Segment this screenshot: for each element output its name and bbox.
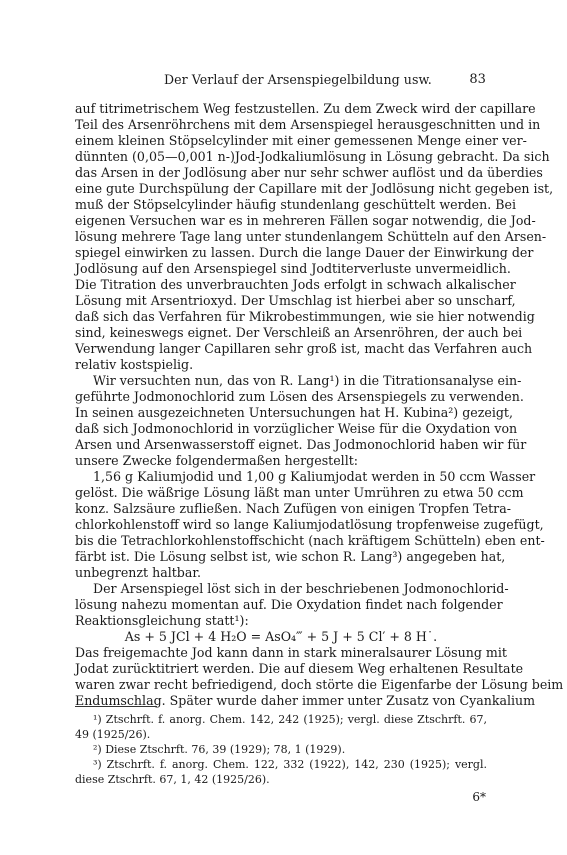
text-line: geführte Jodmonochlorid zum Lösen des Arsenspiegels zu verwenden. bbox=[75, 389, 524, 404]
text-line: einem kleinen Stöpselcylinder mit einer gemessenen Menge einer ver- bbox=[75, 133, 527, 148]
body-text bbox=[75, 101, 564, 709]
text-line: bis die Tetrachlorkohlenstoffschicht (nach kräftigem Schütteln) eben ent- bbox=[75, 533, 545, 548]
text-line: unbegrenzt haltbar. bbox=[75, 565, 201, 580]
text-line: färbt ist. Die Lösung selbst ist, wie schon R. Lang³) angegeben hat, bbox=[75, 549, 506, 564]
text-line: eigenen Versuchen war es in mehreren Fällen sogar notwendig, die Jod- bbox=[75, 213, 536, 228]
text-line: Reaktionsgleichung statt¹): bbox=[75, 613, 249, 628]
text-line: konz. Salzsäure zufließen. Nach Zufügen von einigen Tropfen Tetra- bbox=[75, 501, 511, 516]
text-line: sind, keineswegs eignet. Der Verschleiß an Arsenröhren, der auch bei bbox=[75, 325, 523, 340]
footnote-line: ¹) Ztschrft. f. anorg. Chem. 142, 242 (1925); vergl. diese Ztschrft. 67, bbox=[93, 713, 487, 726]
running-title: Der Verlauf der Arsenspiegelbildung usw. bbox=[164, 72, 432, 87]
text-line: muß der Stöpselcylinder häufig stundenlang geschüttelt werden. Bei bbox=[75, 197, 516, 212]
text-line: waren zwar recht befriedigend, doch störte die Eigenfarbe der Lösung beim bbox=[75, 677, 564, 692]
page-number: 83 bbox=[469, 72, 486, 87]
text-line: lösung nahezu momentan auf. Die Oxydation findet nach folgender bbox=[75, 597, 503, 612]
text-line: Jodat zurücktitriert werden. Die auf diesem Weg erhaltenen Resultate bbox=[75, 661, 524, 676]
text-line: Wir versuchten nun, das von R. Lang¹) in die Titrationsanalyse ein- bbox=[93, 373, 522, 388]
footnote-line: ²) Diese Ztschrft. 76, 39 (1929); 78, 1 (1929). bbox=[93, 743, 346, 756]
reaction-equation: As + 5 JCl + 4 H₂O = AsO₄‴ + 5 J + 5 Cl′ + 8 H˙. bbox=[124, 629, 438, 644]
text-line: daß sich Jodmonochlorid in vorzüglicher Weise für die Oxydation von bbox=[75, 421, 518, 436]
text-line: In seinen ausgezeichneten Untersuchungen hat H. Kubina²) gezeigt, bbox=[75, 405, 513, 420]
text-line: Das freigemachte Jod kann dann in stark mineralsaurer Lösung mit bbox=[75, 645, 507, 660]
footnotes bbox=[75, 712, 487, 787]
text-line: lösung mehrere Tage lang unter stundenlangem Schütteln auf den Arsen- bbox=[75, 229, 547, 244]
text-line: 1,56 g Kaliumjodid und 1,00 g Kaliumjodat werden in 50 ccm Wasser bbox=[93, 469, 536, 484]
text-line: Arsen und Arsenwasserstoff eignet. Das Jodmonochlorid haben wir für bbox=[75, 437, 527, 452]
text-line: Verwendung langer Capillaren sehr groß ist, macht das Verfahren auch bbox=[75, 341, 533, 356]
text-line: gelöst. Die wäßrige Lösung läßt man unter Umrühren zu etwa 50 ccm bbox=[75, 485, 524, 500]
text-line: auf titrimetrischem Weg festzustellen. Zu dem Zweck wird der capillare bbox=[75, 101, 536, 116]
footnote-line: 49 (1925/26). bbox=[75, 728, 151, 741]
text-line: eine gute Durchspülung der Capillare mit der Jodlösung nicht gegeben ist, bbox=[75, 181, 554, 196]
text-line: Lösung mit Arsentrioxyd. Der Umschlag ist hierbei aber so unscharf, bbox=[75, 293, 516, 308]
text-line: spiegel einwirken zu lassen. Durch die lange Dauer der Einwirkung der bbox=[75, 245, 534, 260]
footnote-line: ³) Ztschrft. f. anorg. Chem. 122, 332 (1922), 142, 230 (1925); vergl. bbox=[93, 758, 487, 771]
text-line: Endumschlag. Später wurde daher immer unter Zusatz von Cyankalium bbox=[75, 693, 536, 708]
footnote-divider bbox=[75, 706, 157, 707]
text-line: unsere Zwecke folgendermaßen hergestellt: bbox=[75, 453, 359, 468]
text-line: das Arsen in der Jodlösung aber nur sehr schwer auflöst und da überdies bbox=[75, 165, 543, 180]
text-line: Jodlösung auf den Arsenspiegel sind Jodtiterverluste unvermeidlich. bbox=[75, 261, 511, 276]
text-line: Teil des Arsenröhrchens mit dem Arsenspiegel herausgeschnitten und in bbox=[75, 117, 541, 132]
footnote-line: diese Ztschrft. 67, 1, 42 (1925/26). bbox=[75, 773, 270, 786]
text-line: Die Titration des unverbrauchten Jods erfolgt in schwach alkalischer bbox=[75, 277, 516, 292]
text-line: dünnten (0,05—0,001 n-)Jod-Jodkaliumlösung in Lösung gebracht. Da sich bbox=[75, 149, 550, 164]
text-line: chlorkohlenstoff wird so lange Kaliumjodatlösung tropfenweise zugefügt, bbox=[75, 517, 544, 532]
text-line: daß sich das Verfahren für Mikrobestimmungen, wie sie hier notwendig bbox=[75, 309, 535, 324]
text-line: Der Arsenspiegel löst sich in der beschriebenen Jodmonochlorid- bbox=[93, 581, 509, 596]
text-line: relativ kostspielig. bbox=[75, 357, 194, 372]
signature-mark: 6* bbox=[472, 790, 486, 804]
